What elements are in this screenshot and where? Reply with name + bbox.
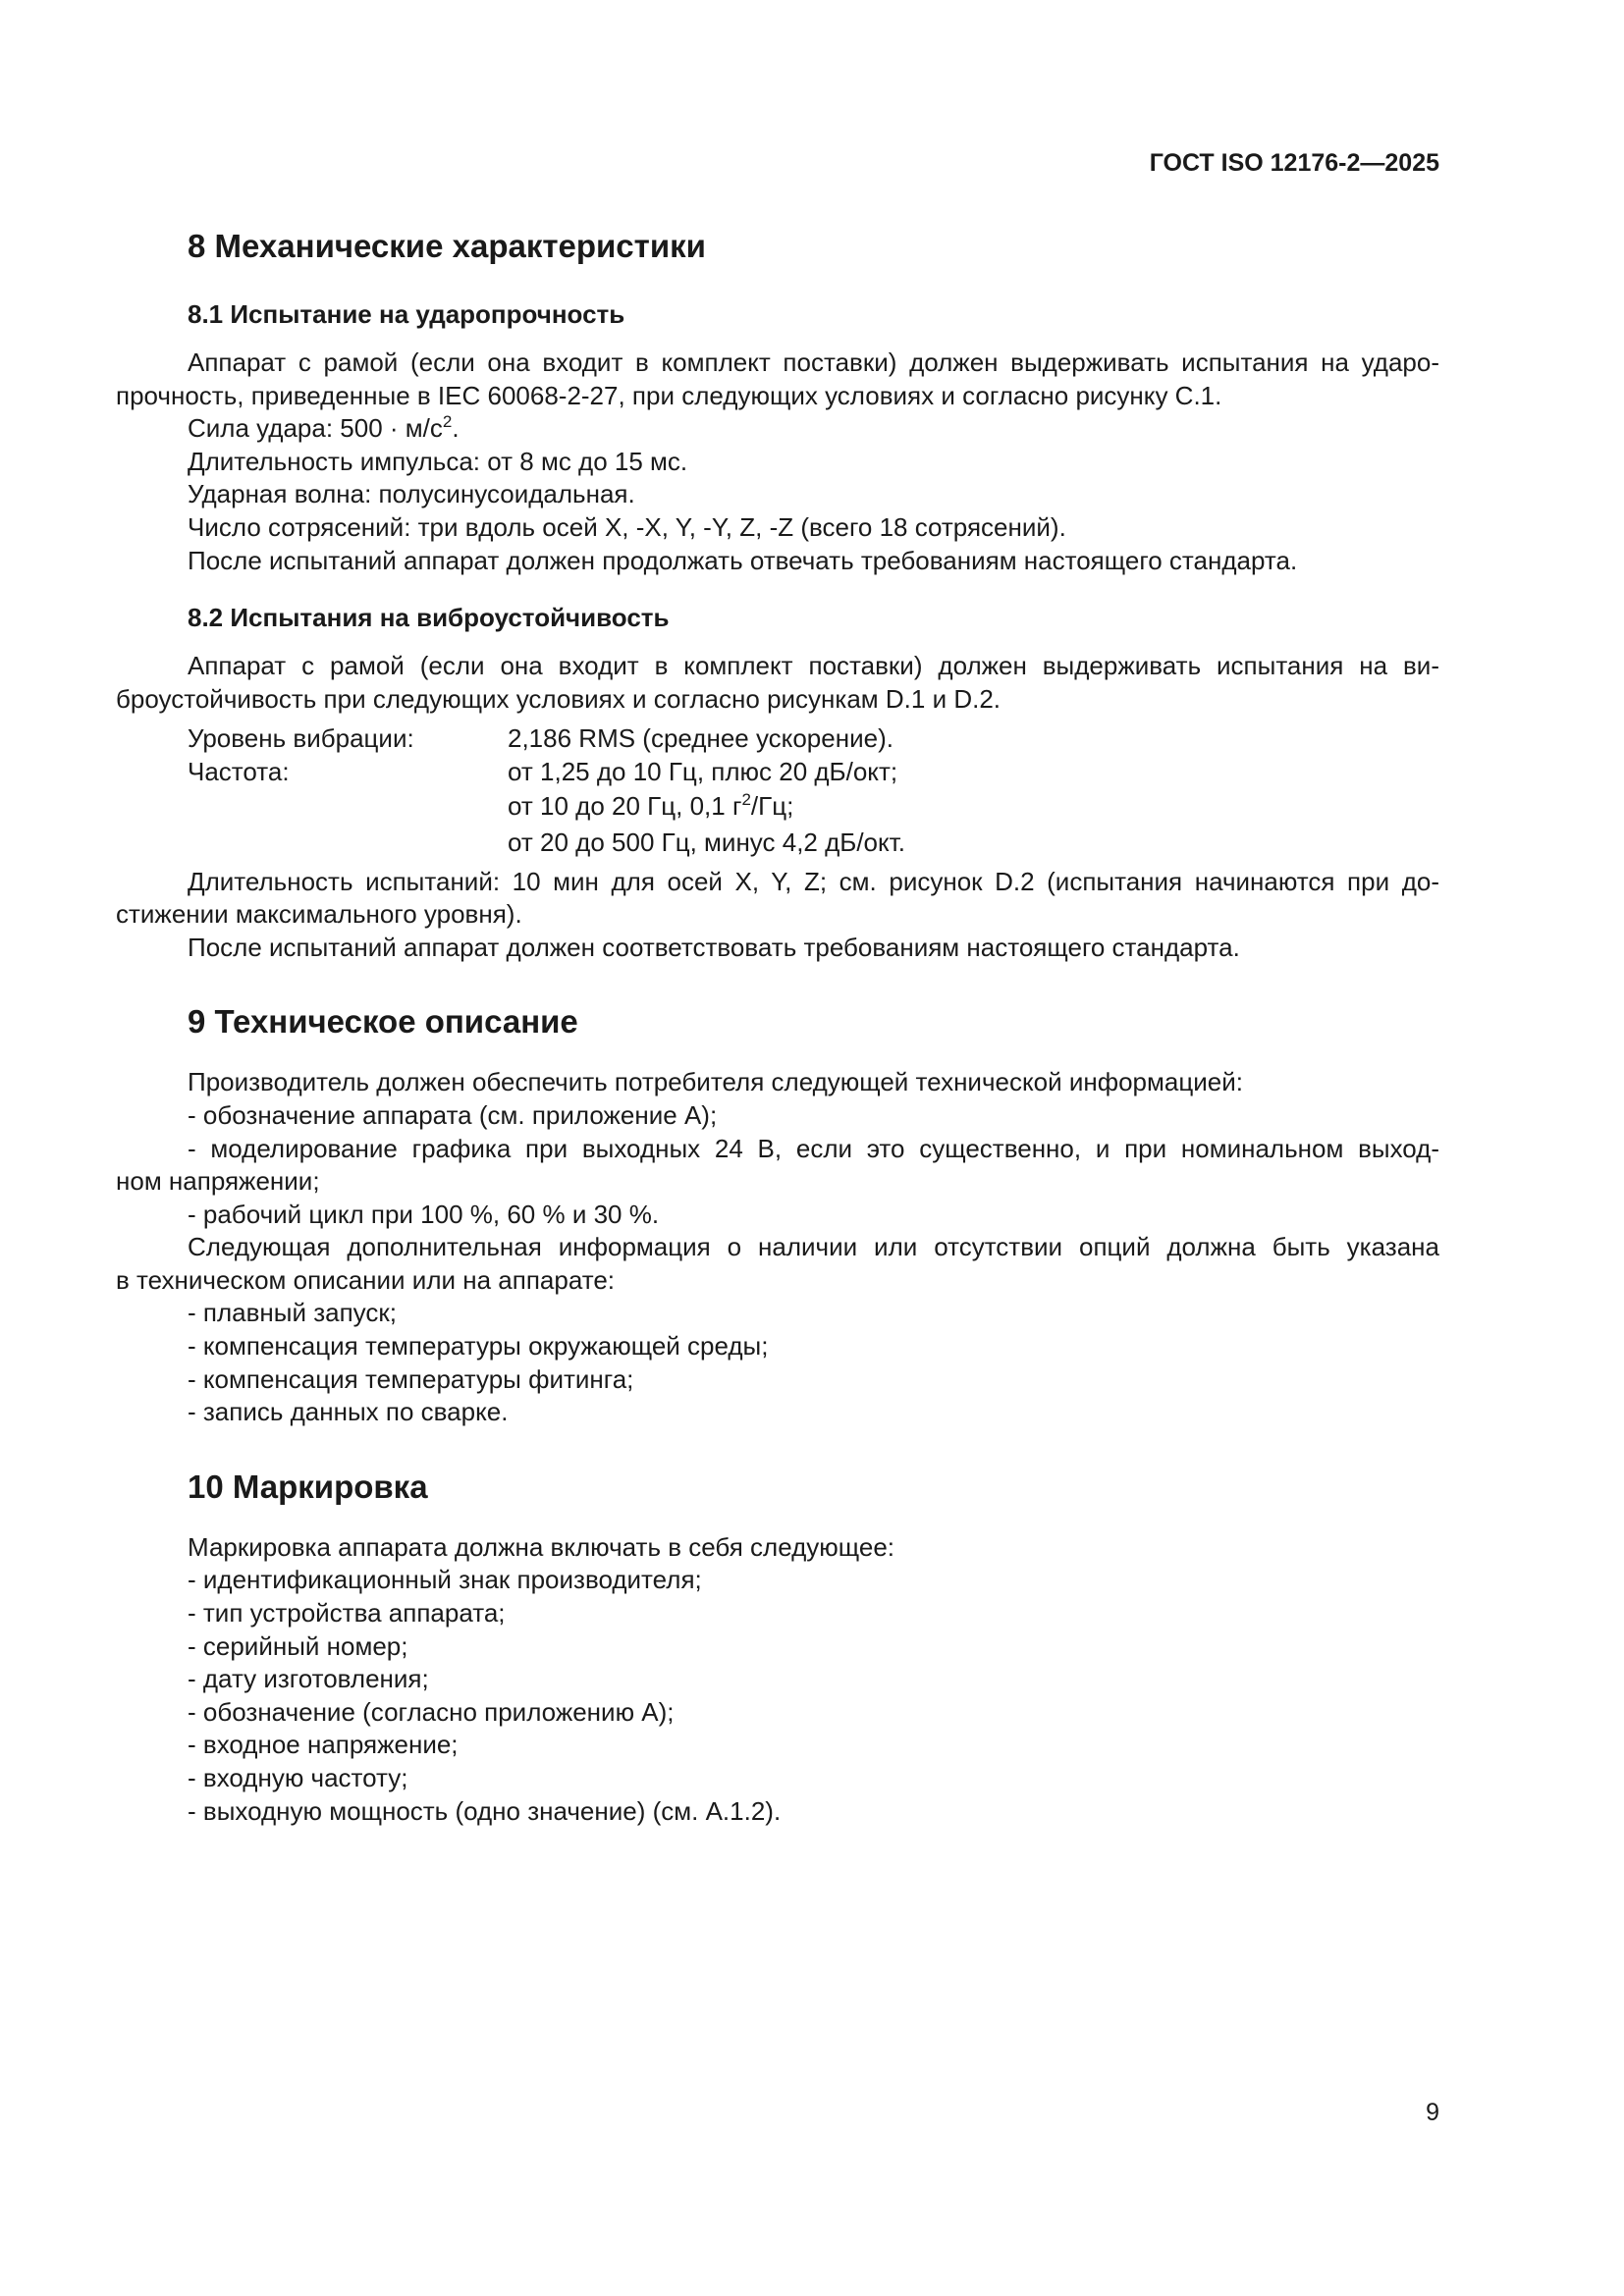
s82-level-label: Уровень вибрации: [188,723,414,753]
s81-count: Число сотрясений: три вдоль осей X, -X, Y, -Y, Z, -Z (всего 18 сотрясений). [188,512,1066,542]
s10-item-2: - тип устройства аппарата; [188,1598,506,1628]
s82-freq-line3: от 20 до 500 Гц, минус 4,2 дБ/окт. [508,828,905,857]
s81-intro-line2: прочность, приведенные в IEC 60068-2-27, при следующих условиях и согласно рисунку C.1. [116,381,1222,410]
s9-option-3: - компенсация температуры фитинга; [188,1364,634,1394]
section-9-title: 9 Техническое описание [188,1003,578,1040]
s10-item-3: - серийный номер; [188,1631,408,1661]
s9-option-1: - плавный запуск; [188,1298,397,1327]
s81-pulse: Длительность импульса: от 8 мс до 15 мс. [188,447,688,476]
s9-item-1: - обозначение аппарата (см. приложение А); [188,1100,718,1130]
s81-wave: Ударная волна: полусинусоидальная. [188,479,635,508]
s9-extra-line1: Следующая дополнительная информация о наличии или отсутствии опций должна быть указана [188,1232,1439,1261]
s81-intro-line1: Аппарат с рамой (если она входит в комплект поставки) должен выдерживать испытания на ударо- [188,347,1439,377]
s82-freq-line2: от 10 до 20 Гц, 0,1 $г^2/Гц$; [508,790,794,821]
s82-duration-line1: Длительность испытаний: 10 мин для осей X, Y, Z; см. рисунок D.2 (испытания начинаются при до- [188,867,1439,896]
s81-after: После испытаний аппарат должен продолжать отвечать требованиям настоящего стандарта. [188,546,1298,575]
section-8-2-title: 8.2 Испытания на виброустойчивость [188,603,670,632]
s81-force: Сила удара: $500 \cdot м/с^2$. [188,412,460,443]
document-code: ГОСТ ISO 12176-2—2025 [1149,149,1439,177]
s9-option-2: - компенсация температуры окружающей среды; [188,1331,769,1361]
s10-item-8: - выходную мощность (одно значение) (см. А.1.2). [188,1796,782,1826]
s10-item-6: - входное напряжение; [188,1730,459,1759]
s9-item-2-line1: - моделирование графика при выходных 24 В, если это существенно, и при номинальном выход- [188,1134,1439,1163]
s10-item-1: - идентификационный знак производителя; [188,1565,702,1594]
section-8-title: 8 Механические характеристики [188,228,706,264]
s82-after: После испытаний аппарат должен соответствовать требованиям настоящего стандарта. [188,933,1240,962]
s82-duration-line2: стижении максимального уровня). [116,899,522,929]
s82-intro-line2: броустойчивость при следующих условиях и согласно рисункам D.1 и D.2. [116,684,1001,714]
s9-item-3: - рабочий цикл при 100 %, 60 % и 30 %. [188,1200,660,1229]
section-10-title: 10 Маркировка [188,1468,428,1505]
s82-freq-label: Частота: [188,757,290,786]
s9-option-4: - запись данных по сварке. [188,1397,509,1426]
s82-intro-line1: Аппарат с рамой (если она входит в комплект поставки) должен выдерживать испытания на ви- [188,651,1439,680]
s9-intro: Производитель должен обеспечить потребителя следующей технической информацией: [188,1067,1243,1096]
s9-extra-line2: в техническом описании или на аппарате: [116,1265,616,1295]
s82-level-value: 2,186 RMS (среднее ускорение). [508,723,893,753]
page-number: 9 [1426,2099,1439,2126]
s10-intro: Маркировка аппарата должна включать в себя следующее: [188,1532,895,1562]
s10-item-4: - дату изготовления; [188,1664,429,1693]
s10-item-5: - обозначение (согласно приложению А); [188,1697,675,1727]
s82-freq-line1: от 1,25 до 10 Гц, плюс 20 дБ/окт; [508,757,898,786]
s9-item-2-line2: ном напряжении; [116,1166,320,1196]
s10-item-7: - входную частоту; [188,1763,408,1792]
section-8-1-title: 8.1 Испытание на ударопрочность [188,299,625,329]
